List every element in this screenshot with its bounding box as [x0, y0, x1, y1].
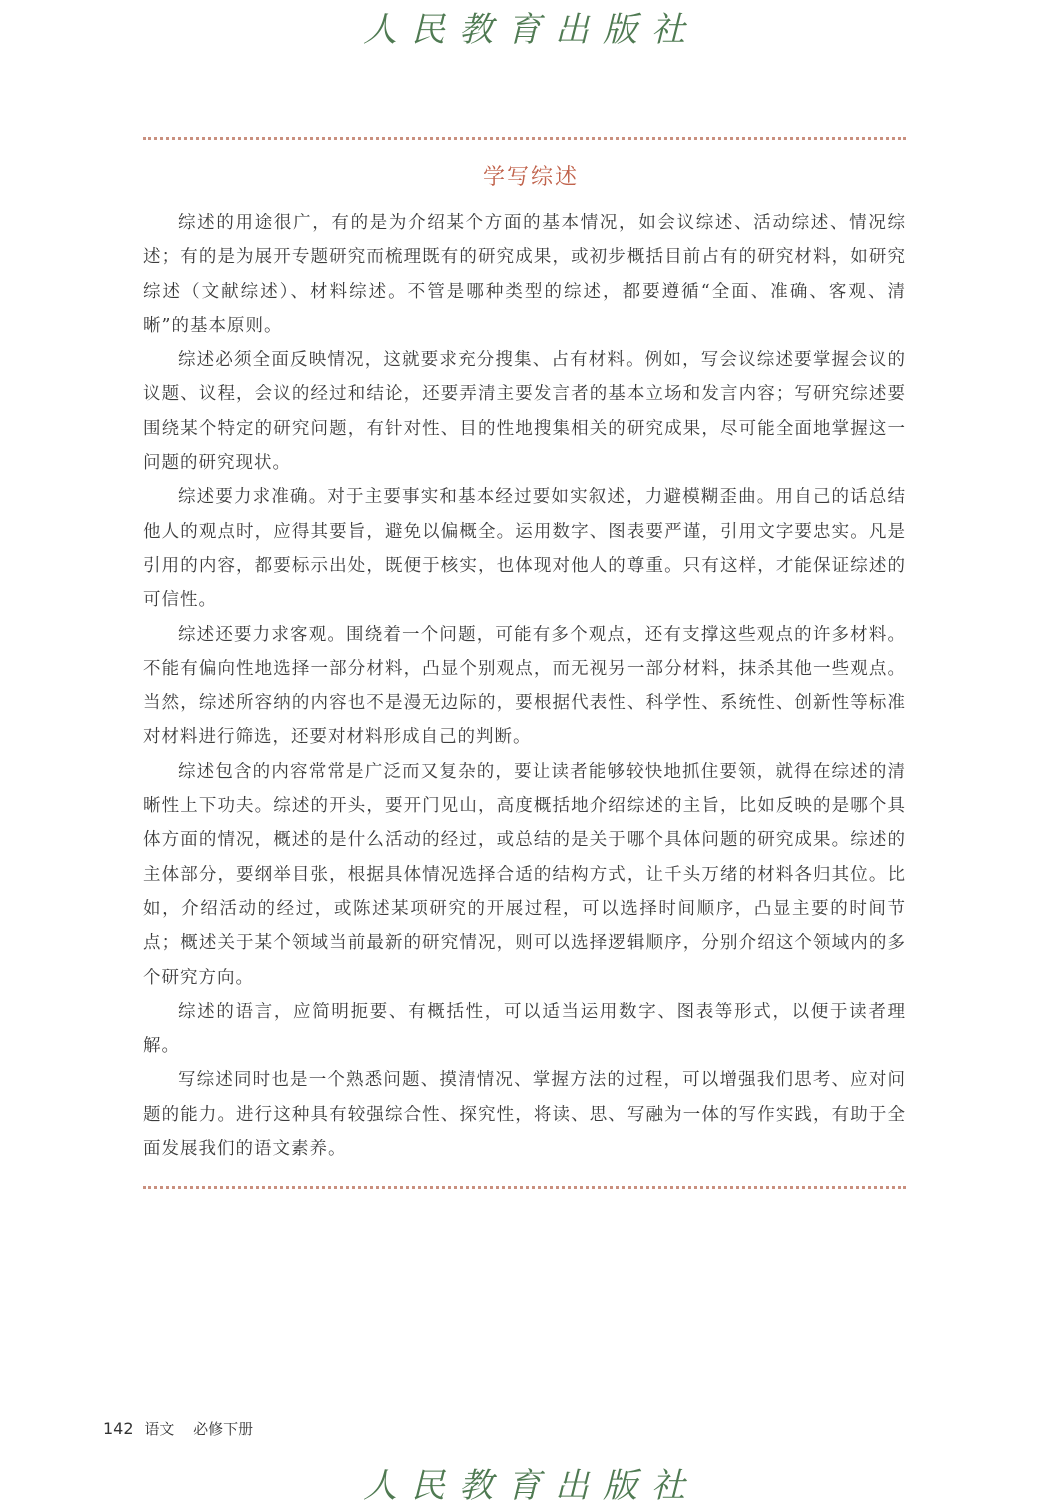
paragraph-3: 综述要力求准确。对于主要事实和基本经过要如实叙述，力避模糊歪曲。用自己的话总结他人的观点时，应得其要旨，避免以偏概全。运用数字、图表要严谨，引用文字要忠实。凡是引用的内容，都要标示出处，既便于核实，也体现对他人的尊重。只有这样，才能保证综述的可信性。	[143, 487, 906, 611]
paragraph-5: 综述包含的内容常常是广泛而又复杂的，要让读者能够较快地抓住要领，就得在综述的清晰性上下功夫。综述的开头，要开门见山，高度概括地介绍综述的主旨，比如反映的是哪个具体方面的情况，概述的是什么活动的经过，或总结的是关于哪个具体问题的研究成果。综述的主体部分，要纲举目张，根据具体情况选择合适的结构方式，让千头万绪的材料各归其位。比如，介绍活动的经过，或陈述某项研究的开展过程，可以选择时间顺序，凸显主要的时间节点；概述关于某个领域当前最新的研究情况，则可以选择逻辑顺序，分别介绍这个领域内的多个研究方向。	[143, 761, 906, 988]
paragraph-6: 综述的语言，应简明扼要、有概括性，可以适当运用数字、图表等形式，以便于读者理解。	[143, 1001, 906, 1057]
page-number: 142	[103, 1419, 134, 1438]
paragraph-4: 综述还要力求客观。围绕着一个问题，可能有多个观点，还有支撑这些观点的许多材料。不能有偏向性地选择一部分材料，凸显个别观点，而无视另一部分材料，抹杀其他一些观点。当然，综述所容纳的内容也不是漫无边际的，要根据代表性、科学性、系统性、创新性等标准对材料进行筛选，还要对材料形成自己的判断。	[143, 624, 906, 748]
dotted-divider-top	[143, 137, 906, 140]
publisher-logo-top: 人民教育出版社	[363, 10, 699, 50]
book-volume: 必修下册	[193, 1420, 254, 1438]
paragraph-7: 写综述同时也是一个熟悉问题、摸清情况、掌握方法的过程，可以增强我们思考、应对问题的能力。进行这种具有较强综合性、探究性，将读、思、写融为一体的写作实践，有助于全面发展我们的语文素养。	[143, 1070, 906, 1160]
paragraph-1: 综述的用途很广，有的是为介绍某个方面的基本情况，如会议综述、活动综述、情况综述；有的是为展开专题研究而梳理既有的研究成果，或初步概括目前占有的研究材料，如研究综述（文献综述）、材料综述。不管是哪种类型的综述，都要遵循“全面、准确、客观、清晰”的基本原则。	[143, 213, 906, 336]
paragraph-2: 综述必须全面反映情况，这就要求充分搜集、占有材料。例如，写会议综述要掌握会议的议题、议程，会议的经过和结论，还要弄清主要发言者的基本立场和发言内容；写研究综述要围绕某个特定的研究问题，有针对性、目的性地搜集相关的研究成果，尽可能全面地掌握这一问题的研究现状。	[143, 350, 906, 474]
book-title: 语文	[144, 1420, 175, 1438]
publisher-logo-bottom: 人民教育出版社	[363, 1466, 699, 1506]
page-footer	[103, 1418, 253, 1439]
section-title: 学写综述	[482, 165, 579, 190]
dotted-divider-bottom	[143, 1186, 906, 1189]
body-text	[143, 206, 906, 1166]
